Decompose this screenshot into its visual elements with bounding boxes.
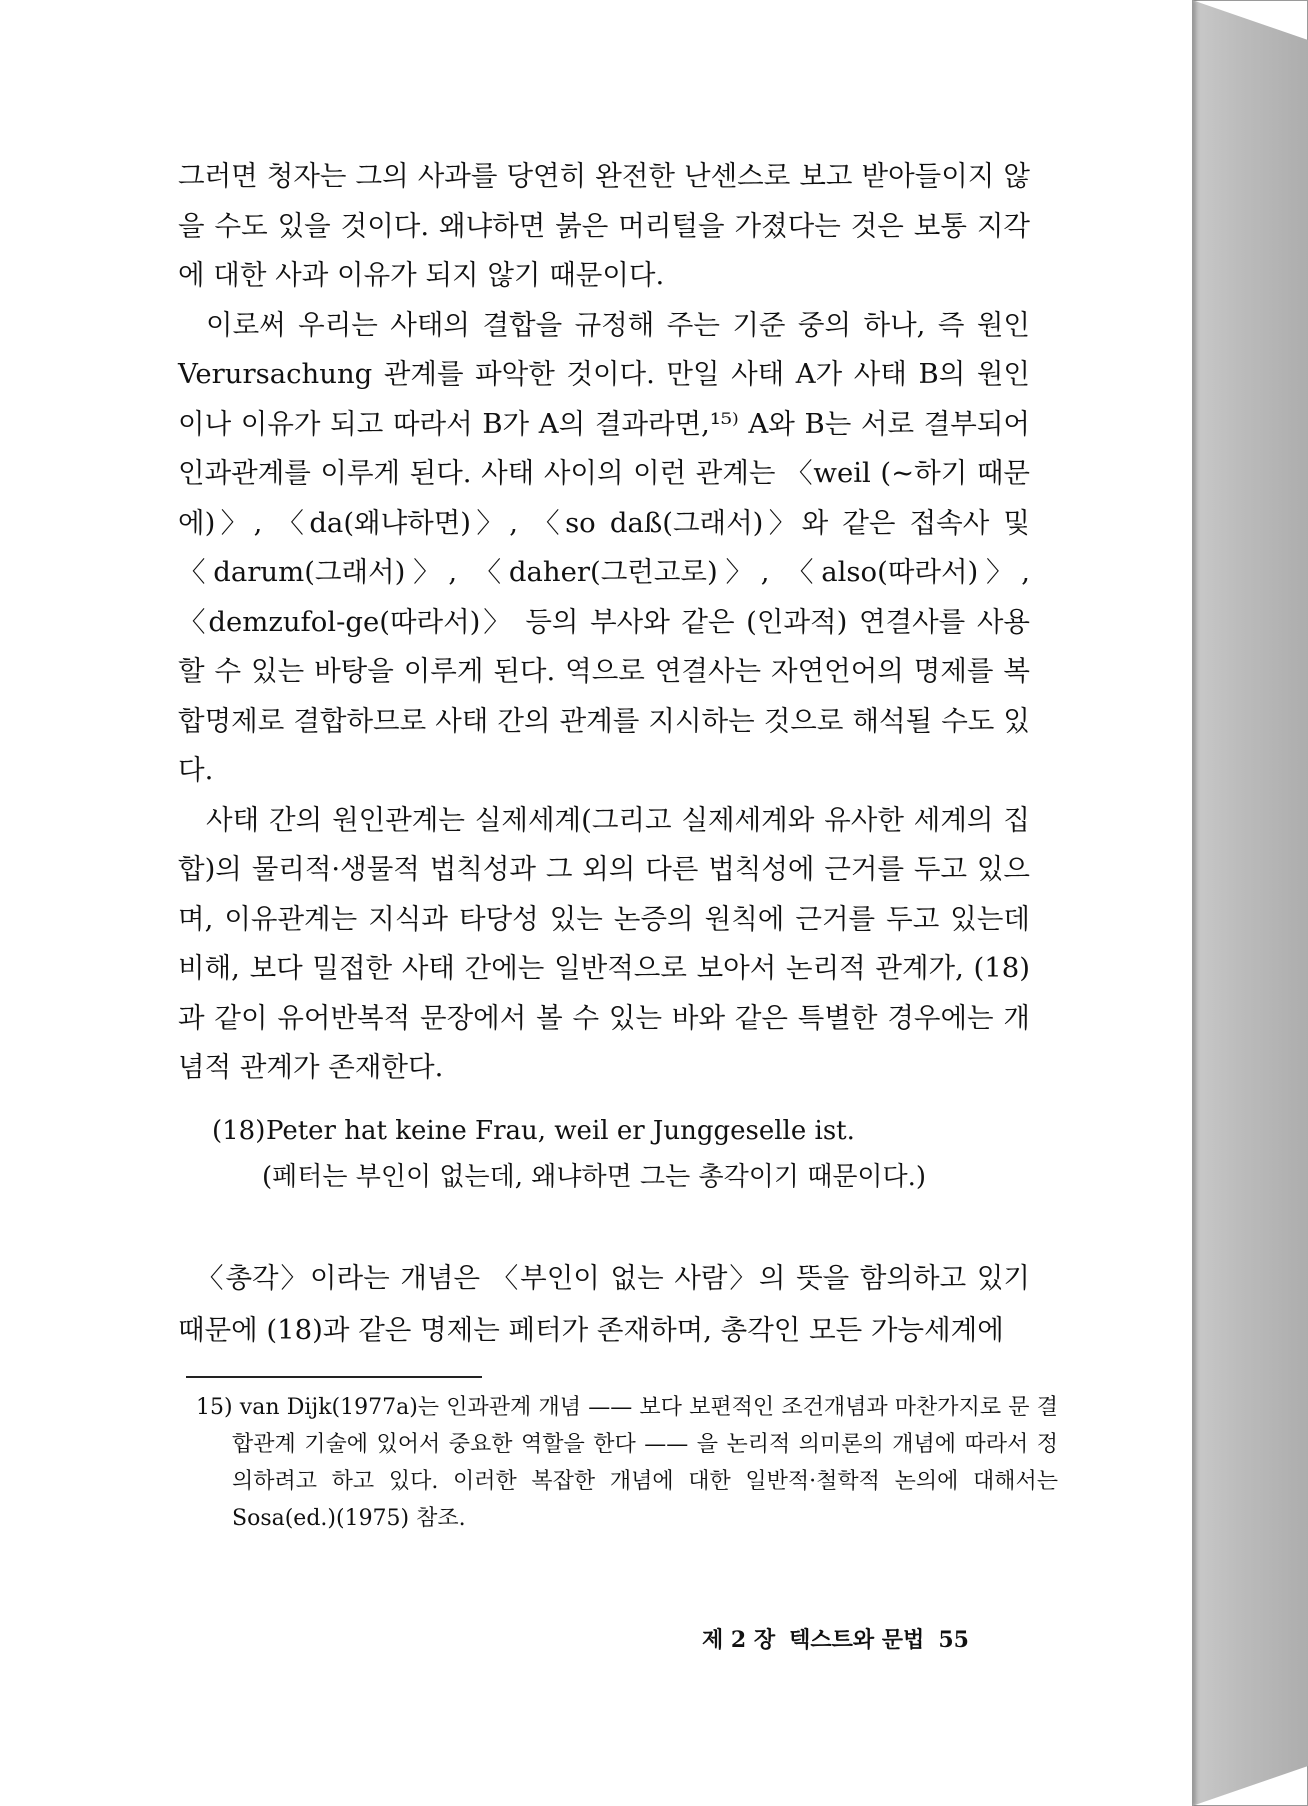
example-translation: (페터는 부인이 없는데, 왜냐하면 그는 총각이기 때문이다.) xyxy=(262,1162,927,1192)
body-text xyxy=(178,152,1030,1093)
paragraph-4: 〈총각〉이라는 개념은 〈부인이 없는 사람〉의 뜻을 함의하고 있기 때문에 (18)과 같은 명제는 페터가 존재하며, 총각인 모든 가능세계에 xyxy=(178,1262,1030,1346)
paragraph-3: 사태 간의 원인관계는 실제세계(그리고 실제세계와 유사한 세계의 집합)의 물리적·생물적 법칙성과 그 외의 다른 법칙성에 근거를 두고 있으며, 이유관계는 지식과 타당성 있는 논증의 원칙에 근거를 두고 있는데 비해, 보다 밀접한 사태 간에는 일반적으로 보아서 논리적 관계가, (18)과 같이 유어반복적 문장에서 볼 수 있는 바와 같은 특별한 경우에는 개념적 관계가 존재한다. xyxy=(178,803,1030,1083)
example-sentence: Peter hat keine Frau, weil er Junggeselle ist. xyxy=(266,1116,855,1146)
footnote-15: 15) van Dijk(1977a)는 인과관계 개념 —— 보다 보편적인 조건개념과 마찬가지로 문 결합관계 기술에 있어서 중요한 역할을 한다 —— 을 논리적 의미론의 개념에 따라서 정의하려고 하고 있다. 이러한 복잡한 개념에 대한 일반적·철학적 논의에 대해서는 Sosa(ed.)(1975) 참조. xyxy=(196,1395,1058,1531)
running-footer xyxy=(702,1623,983,1654)
example-number: (18) xyxy=(212,1116,266,1146)
footer-title: 텍스트와 문법 xyxy=(789,1627,925,1653)
footnote-divider xyxy=(186,1376,482,1378)
example-sentence-line xyxy=(212,1108,1032,1154)
continued-text xyxy=(178,1252,1030,1356)
footer-chapter: 제 2 장 xyxy=(702,1627,776,1653)
page-number: 55 xyxy=(938,1627,969,1653)
paragraph-1: 그러면 청자는 그의 사과를 당연히 완전한 난센스로 보고 받아들이지 않을 수도 있을 것이다. 왜냐하면 붉은 머리털을 가졌다는 것은 보통 지각에 대한 사과 이유가 되지 않기 때문이다. xyxy=(178,160,1030,291)
paragraph-2: 이로써 우리는 사태의 결합을 규정해 주는 기준 중의 하나, 즉 원인 Verursachung 관계를 파악한 것이다. 만일 사태 A가 사태 B의 원인이나 이유가 되고 따라서 B가 A의 결과라면,¹⁵⁾ A와 B는 서로 결부되어 인과관계를 이루게 된다. 사태 사이의 이런 관계는 〈weil (~하기 때문에)〉, 〈da(왜냐하면)〉, 〈so daß(그래서)〉와 같은 접속사 및 〈darum(그래서)〉, 〈daher(그런고로)〉, 〈also(따라서)〉, 〈demzufol-ge(따라서)〉 등의 부사와 같은 (인과적) 연결사를 사용할 수 있는 바탕을 이루게 된다. 역으로 연결사는 자연언어의 명제를 복합명제로 결합하므로 사태 간의 관계를 지시하는 것으로 해석될 수도 있다. xyxy=(178,308,1030,786)
example-18 xyxy=(212,1108,1032,1200)
book-page-edges xyxy=(1192,0,1308,1806)
